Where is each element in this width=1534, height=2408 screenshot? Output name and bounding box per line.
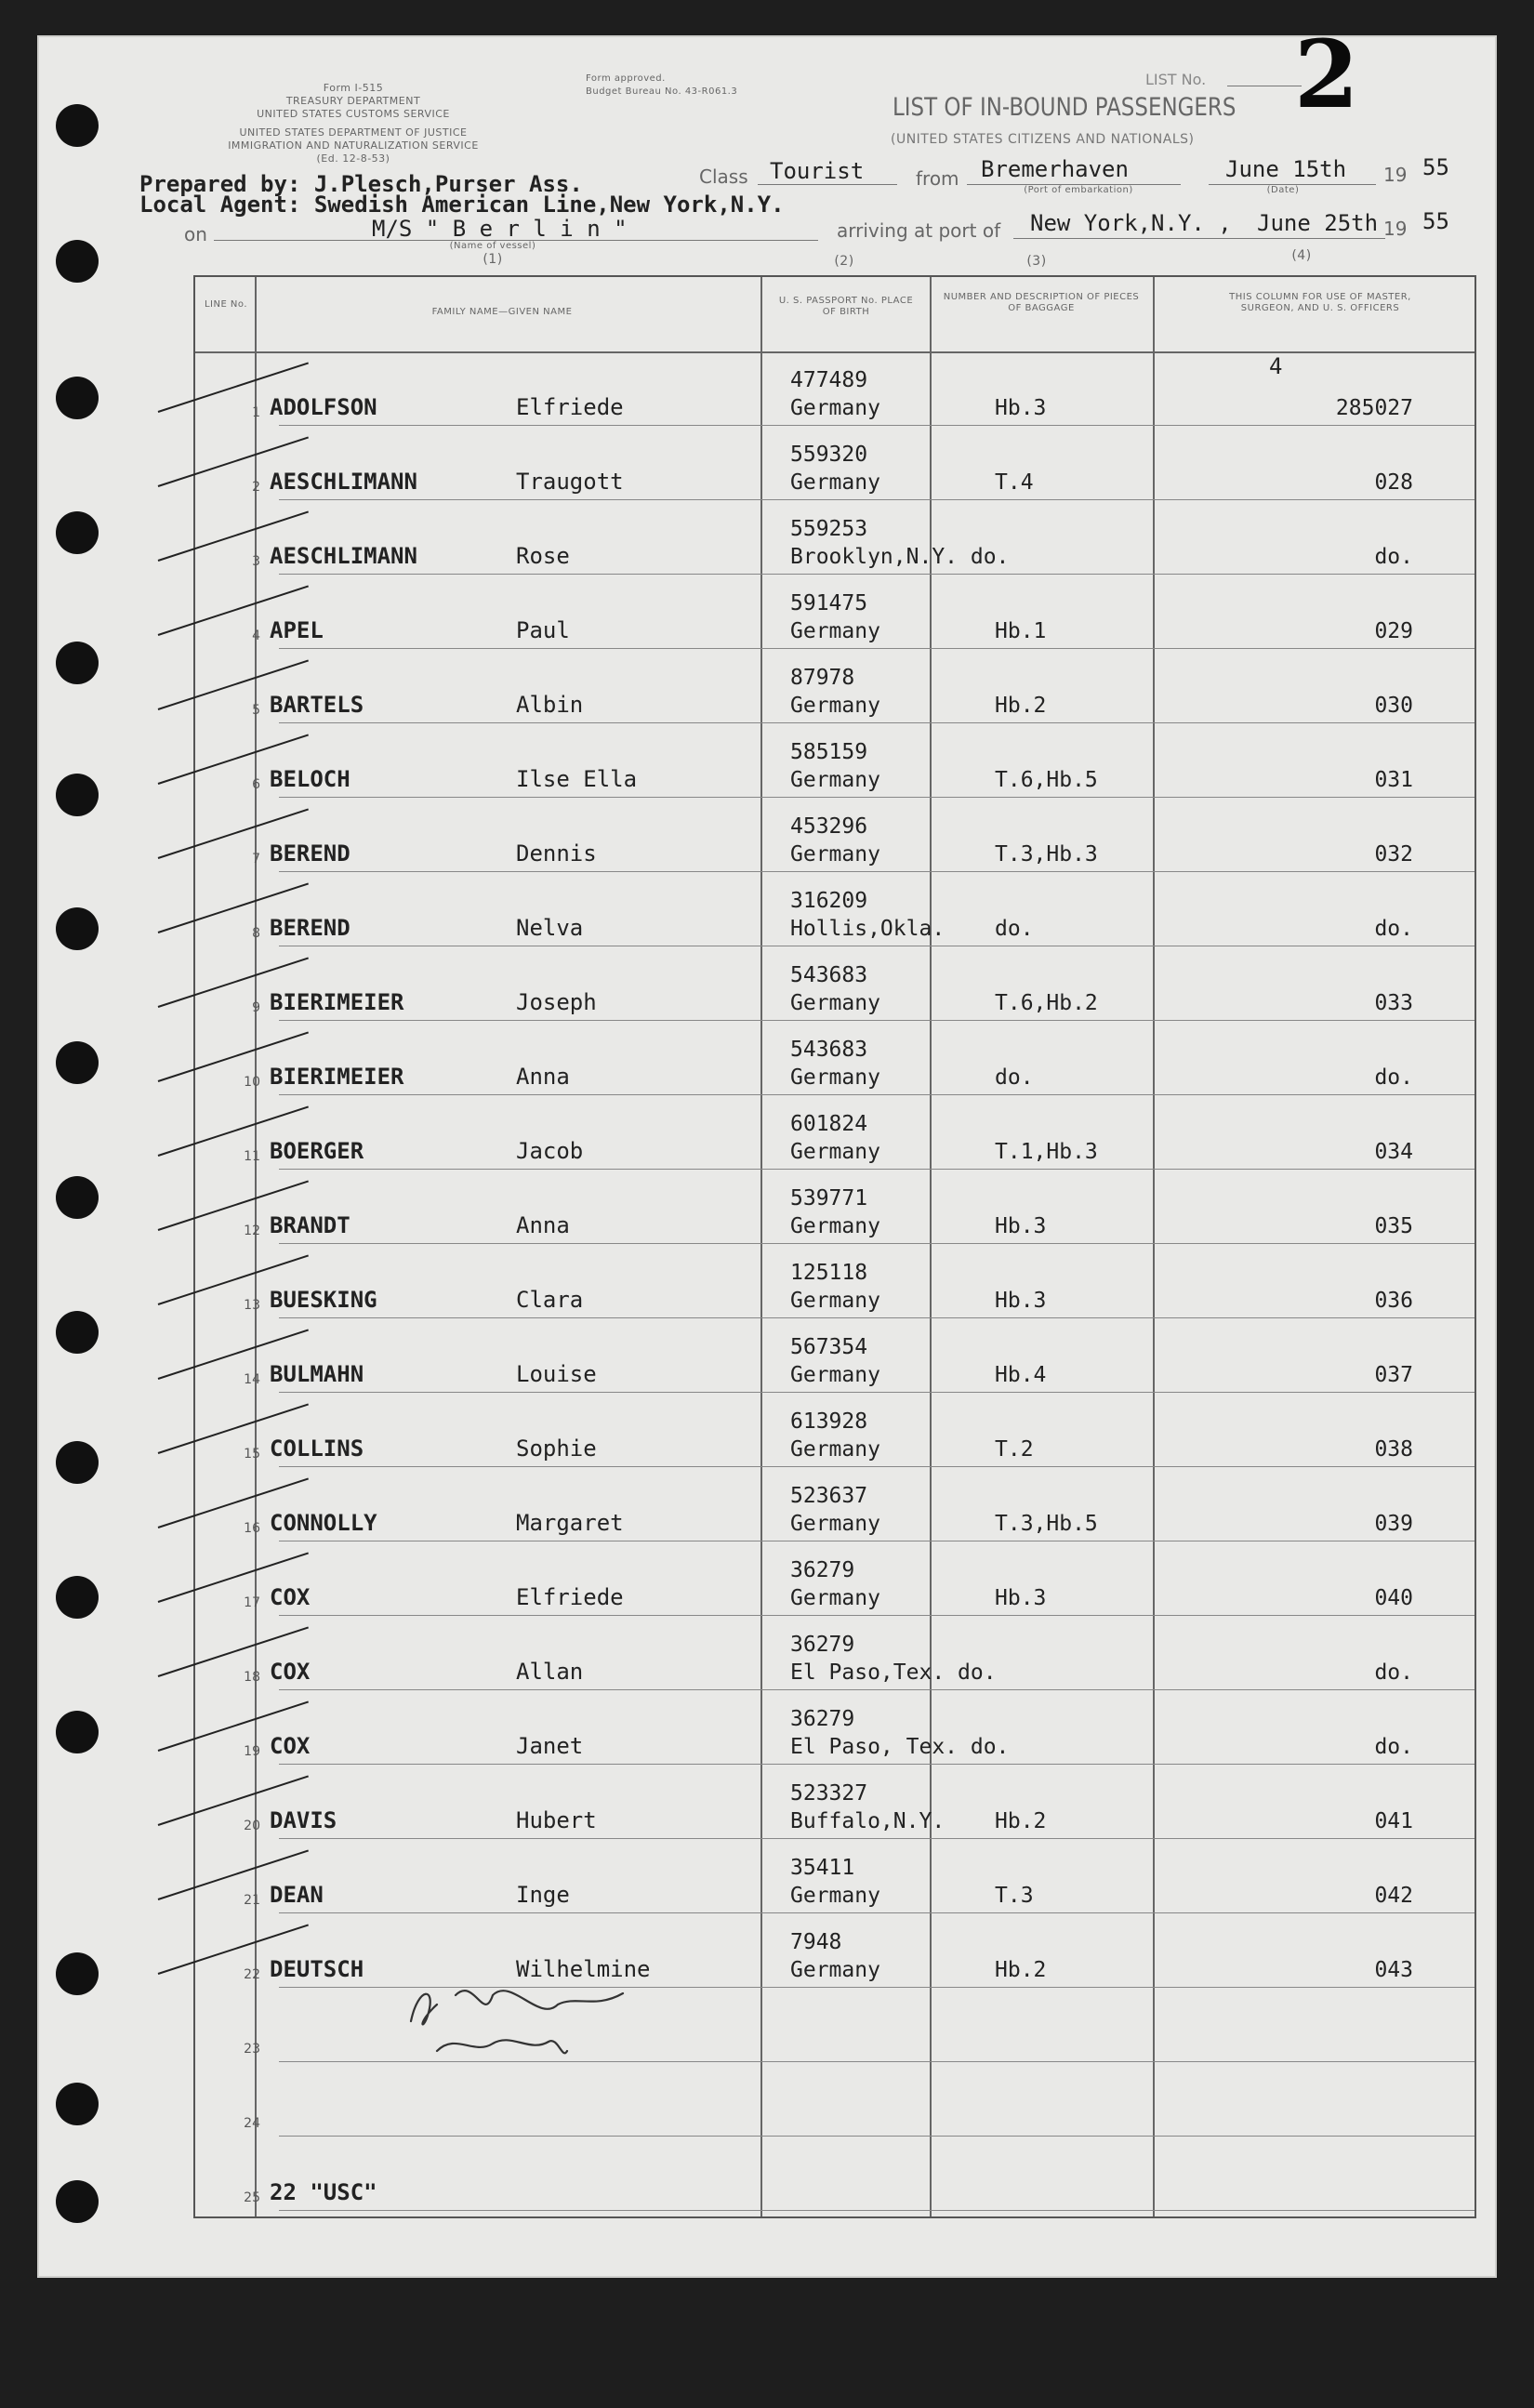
place-of-birth: Hollis,Okla. <box>790 917 946 941</box>
passport-number: 36279 <box>790 1558 855 1582</box>
officer-number: 028 <box>1374 470 1413 495</box>
punch-hole <box>56 907 99 950</box>
place-of-birth: El Paso, Tex. do. <box>790 1735 1010 1759</box>
given-name: Hubert <box>516 1807 597 1833</box>
treasury-dept: TREASURY DEPARTMENT <box>285 95 421 107</box>
given-name: Inge <box>516 1882 570 1908</box>
given-name: Wilhelmine <box>516 1956 651 1982</box>
given-name: Louise <box>516 1361 597 1387</box>
family-name: BIERIMEIER <box>270 1064 404 1090</box>
col1-caption: (1) <box>483 252 503 267</box>
officer-number: 031 <box>1374 768 1413 792</box>
family-name: AESCHLIMANN <box>270 469 417 495</box>
baggage: T.3 <box>995 1884 1034 1908</box>
family-name: BELOCH <box>270 766 350 792</box>
given-name: Anna <box>516 1064 570 1090</box>
line-number: 1 <box>252 405 260 420</box>
col-header-baggage: NUMBER AND DESCRIPTION OF PIECES OF BAGGAGE <box>943 292 1140 313</box>
given-name: Dennis <box>516 840 597 867</box>
family-name: DEAN <box>270 1882 324 1908</box>
table-row <box>195 1318 1474 1393</box>
family-name: BOERGER <box>270 1138 364 1164</box>
form-number: Form I-515 <box>323 82 384 94</box>
punch-hole <box>56 240 99 283</box>
passport-number: 36279 <box>790 1633 855 1657</box>
place-of-birth: Germany <box>790 470 880 495</box>
punch-hole <box>56 2180 99 2223</box>
family-name: BEREND <box>270 915 350 941</box>
baggage: Hb.3 <box>995 1214 1047 1238</box>
from-label: from <box>916 167 959 190</box>
arrival-port: New York,N.Y. , <box>1030 210 1232 236</box>
punch-hole <box>56 1441 99 1484</box>
table-row <box>195 351 1474 426</box>
table-row <box>195 1467 1474 1541</box>
line-number: 10 <box>244 1075 260 1090</box>
place-of-birth: Germany <box>790 1289 880 1313</box>
family-name: COX <box>270 1733 311 1759</box>
officer-number: do. <box>1374 1735 1413 1759</box>
officer-number: do. <box>1374 917 1413 941</box>
passport-number: 539771 <box>790 1186 868 1211</box>
baggage: T.1,Hb.3 <box>995 1140 1098 1164</box>
baggage: Hb.3 <box>995 1586 1047 1610</box>
given-name: Joseph <box>516 989 597 1015</box>
baggage: do. <box>995 1065 1034 1090</box>
place-of-birth: Germany <box>790 396 880 420</box>
baggage: do. <box>995 917 1034 941</box>
given-name: Ilse Ella <box>516 766 638 792</box>
place-of-birth: Germany <box>790 991 880 1015</box>
line-number: 16 <box>244 1521 260 1536</box>
table-row <box>195 2062 1474 2137</box>
line-number: 22 <box>244 1967 260 1982</box>
approval-block <box>586 73 827 99</box>
col-header-line: LINE No. <box>204 299 248 310</box>
passport-number: 87978 <box>790 666 855 690</box>
baggage: Hb.3 <box>995 396 1047 420</box>
officer-number: 043 <box>1374 1958 1413 1982</box>
passport-number: 36279 <box>790 1707 855 1731</box>
given-name: Elfriede <box>516 1584 624 1610</box>
officer-number: 038 <box>1374 1437 1413 1462</box>
table-row <box>195 1616 1474 1690</box>
prepared-by: Prepared by: J.Plesch,Purser Ass. <box>139 171 583 197</box>
given-name: Nelva <box>516 915 584 941</box>
officer-number: 039 <box>1374 1512 1413 1536</box>
line-number: 21 <box>244 1893 260 1908</box>
line-number: 8 <box>252 926 260 941</box>
punch-hole <box>56 774 99 816</box>
line-number: 9 <box>252 1000 260 1015</box>
arrival-year: 55 <box>1422 208 1449 234</box>
form-approved: Form approved. <box>586 73 666 84</box>
line-number: 6 <box>252 777 260 792</box>
line-number: 12 <box>244 1224 260 1238</box>
line-number: 13 <box>244 1298 260 1313</box>
table-row <box>195 575 1474 649</box>
place-of-birth: Germany <box>790 1958 880 1982</box>
line-number: 14 <box>244 1372 260 1387</box>
place-of-birth: Germany <box>790 694 880 718</box>
place-of-birth: Brooklyn,N.Y. do. <box>790 545 1010 569</box>
table-row <box>195 1393 1474 1467</box>
manifest-subtitle: (UNITED STATES CITIZENS AND NATIONALS) <box>891 132 1195 147</box>
port-embarkation: Bremerhaven <box>981 156 1129 182</box>
class-value: Tourist <box>770 158 865 184</box>
year-prefix-2: 19 <box>1383 218 1408 240</box>
table-row <box>195 1988 1474 2062</box>
officer-number: do. <box>1374 1065 1413 1090</box>
place-of-birth: Germany <box>790 1214 880 1238</box>
baggage: Hb.3 <box>995 1289 1047 1313</box>
baggage: T.6,Hb.2 <box>995 991 1098 1015</box>
manifest-title: LIST OF IN-BOUND PASSENGERS <box>893 93 1236 122</box>
budget-bureau: Budget Bureau No. 43-R061.3 <box>586 86 738 97</box>
officer-number: 030 <box>1374 694 1413 718</box>
line-number: 20 <box>244 1819 260 1833</box>
departure-date: June 15th <box>1225 156 1347 182</box>
passport-number: 567354 <box>790 1335 868 1359</box>
col-header-passport: U. S. PASSPORT No. PLACE OF BIRTH <box>778 296 914 317</box>
family-name: BUESKING <box>270 1287 377 1313</box>
table-row <box>195 1095 1474 1170</box>
baggage: Hb.2 <box>995 694 1047 718</box>
officer-number: 037 <box>1374 1363 1413 1387</box>
family-name: BEREND <box>270 840 350 867</box>
punch-hole <box>56 1041 99 1084</box>
baggage: Hb.2 <box>995 1958 1047 1982</box>
place-of-birth: Germany <box>790 1140 880 1164</box>
table-row <box>195 723 1474 798</box>
baggage: T.2 <box>995 1437 1034 1462</box>
family-name: 22 "USC" <box>270 2179 377 2205</box>
punch-hole <box>56 1711 99 1753</box>
baggage: T.3,Hb.5 <box>995 1512 1098 1536</box>
passport-number: 601824 <box>790 1112 868 1136</box>
col2-caption: (2) <box>834 254 854 269</box>
table-row <box>195 1541 1474 1616</box>
line-number: 19 <box>244 1744 260 1759</box>
officer-number: do. <box>1374 1660 1413 1685</box>
officer-number: 034 <box>1374 1140 1413 1164</box>
punch-hole <box>56 104 99 147</box>
passport-number: 613928 <box>790 1409 868 1434</box>
baggage: Hb.4 <box>995 1363 1047 1387</box>
passport-number: 453296 <box>790 814 868 839</box>
table-row <box>195 1170 1474 1244</box>
place-of-birth: Germany <box>790 1363 880 1387</box>
place-of-birth: Buffalo,N.Y. <box>790 1809 946 1833</box>
place-of-birth: Germany <box>790 768 880 792</box>
officer-number: 285027 <box>1335 396 1413 420</box>
table-row <box>195 500 1474 575</box>
family-name: COX <box>270 1659 311 1685</box>
table-row <box>195 1839 1474 1913</box>
line-number: 17 <box>244 1595 260 1610</box>
port-embarkation-caption: (Port of embarkation) <box>1024 185 1133 195</box>
place-of-birth: El Paso,Tex. do. <box>790 1660 997 1685</box>
family-name: COLLINS <box>270 1436 364 1462</box>
table-row <box>195 426 1474 500</box>
vessel-caption: (Name of vessel) <box>449 241 536 251</box>
list-number: 2 <box>1294 20 1359 129</box>
punch-hole <box>56 1952 99 1995</box>
place-of-birth: Germany <box>790 1586 880 1610</box>
officer-number: 033 <box>1374 991 1413 1015</box>
year-prefix: 19 <box>1383 164 1408 186</box>
given-name: Elfriede <box>516 394 624 420</box>
table-row <box>195 1690 1474 1765</box>
family-name: BARTELS <box>270 692 364 718</box>
baggage: T.6,Hb.5 <box>995 768 1098 792</box>
table-row <box>195 1765 1474 1839</box>
form-id-block <box>214 82 493 165</box>
family-name: DAVIS <box>270 1807 337 1833</box>
table-row <box>195 798 1474 872</box>
family-name: BULMAHN <box>270 1361 364 1387</box>
family-name: BRANDT <box>270 1212 350 1238</box>
col4-caption: (4) <box>1291 248 1312 263</box>
family-name: APEL <box>270 617 324 643</box>
officer-number: 032 <box>1374 842 1413 867</box>
line-number: 25 <box>244 2190 260 2205</box>
passport-number: 125118 <box>790 1261 868 1285</box>
col-header-officers: THIS COLUMN FOR USE OF MASTER, SURGEON, AND U. S. OFFICERS <box>1229 292 1411 313</box>
family-name: AESCHLIMANN <box>270 543 417 569</box>
officer-number: 035 <box>1374 1214 1413 1238</box>
place-of-birth: Germany <box>790 1065 880 1090</box>
date-caption: (Date) <box>1266 185 1300 195</box>
passport-number: 559253 <box>790 517 868 541</box>
place-of-birth: Germany <box>790 1512 880 1536</box>
doj-line: UNITED STATES DEPARTMENT OF JUSTICE <box>239 126 468 139</box>
given-name: Janet <box>516 1733 584 1759</box>
officer-mark: 4 <box>1269 353 1283 379</box>
officer-number: 029 <box>1374 619 1413 643</box>
family-name: DEUTSCH <box>270 1956 364 1982</box>
col-header-name: FAMILY NAME—GIVEN NAME <box>431 307 573 317</box>
officer-number: 042 <box>1374 1884 1413 1908</box>
table-row <box>195 1244 1474 1318</box>
place-of-birth: Germany <box>790 1437 880 1462</box>
punch-hole <box>56 2083 99 2125</box>
officer-number: 041 <box>1374 1809 1413 1833</box>
passport-number: 585159 <box>790 740 868 764</box>
table-row <box>195 649 1474 723</box>
passport-number: 591475 <box>790 591 868 615</box>
given-name: Jacob <box>516 1138 584 1164</box>
given-name: Paul <box>516 617 570 643</box>
passenger-table <box>193 275 1476 2218</box>
baggage: Hb.1 <box>995 619 1047 643</box>
given-name: Allan <box>516 1659 584 1685</box>
punch-hole <box>56 511 99 554</box>
line-number: 2 <box>252 480 260 495</box>
passport-number: 523327 <box>790 1781 868 1806</box>
officer-number: 036 <box>1374 1289 1413 1313</box>
place-of-birth: Germany <box>790 619 880 643</box>
given-name: Clara <box>516 1287 584 1313</box>
given-name: Anna <box>516 1212 570 1238</box>
punch-hole <box>56 1311 99 1354</box>
local-agent: Local Agent: Swedish American Line,New York,N.Y. <box>139 192 785 218</box>
baggage: T.4 <box>995 470 1034 495</box>
line-number: 15 <box>244 1447 260 1462</box>
punch-hole <box>56 1176 99 1219</box>
line-number: 3 <box>252 554 260 569</box>
passport-number: 523637 <box>790 1484 868 1508</box>
edition: (Ed. 12-8-53) <box>316 152 390 165</box>
given-name: Margaret <box>516 1510 624 1536</box>
customs-service: UNITED STATES CUSTOMS SERVICE <box>257 108 450 120</box>
inspector-signature <box>400 1967 697 2070</box>
line-number: 11 <box>244 1149 260 1164</box>
officer-number: do. <box>1374 545 1413 569</box>
table-row <box>195 1021 1474 1095</box>
line-number: 4 <box>252 628 260 643</box>
departure-year: 55 <box>1422 154 1449 180</box>
arriving-label: arriving at port of <box>837 219 1001 242</box>
passport-number: 316209 <box>790 889 868 913</box>
punch-hole <box>56 377 99 419</box>
given-name: Albin <box>516 692 584 718</box>
baggage: Hb.2 <box>995 1809 1047 1833</box>
punch-hole <box>56 642 99 684</box>
list-no-label: LIST No. <box>1145 71 1207 88</box>
given-name: Traugott <box>516 469 624 495</box>
class-label: Class <box>699 165 748 188</box>
family-name: ADOLFSON <box>270 394 377 420</box>
table-row <box>195 872 1474 946</box>
passport-number: 543683 <box>790 963 868 987</box>
given-name: Rose <box>516 543 570 569</box>
family-name: BIERIMEIER <box>270 989 404 1015</box>
line-number: 18 <box>244 1670 260 1685</box>
passport-number: 7948 <box>790 1930 842 1954</box>
arrival-date: June 25th <box>1257 210 1379 236</box>
place-of-birth: Germany <box>790 1884 880 1908</box>
punch-hole <box>56 1576 99 1619</box>
officer-number: 040 <box>1374 1586 1413 1610</box>
on-label: on <box>184 223 207 245</box>
passport-number: 35411 <box>790 1856 855 1880</box>
vessel-name: M/S " B e r l i n " <box>372 216 628 242</box>
given-name: Sophie <box>516 1436 597 1462</box>
line-number: 5 <box>252 703 260 718</box>
table-row <box>195 2137 1474 2211</box>
passport-number: 559320 <box>790 443 868 467</box>
ins-line: IMMIGRATION AND NATURALIZATION SERVICE <box>228 139 479 152</box>
family-name: CONNOLLY <box>270 1510 377 1536</box>
place-of-birth: Germany <box>790 842 880 867</box>
family-name: COX <box>270 1584 311 1610</box>
baggage: T.3,Hb.3 <box>995 842 1098 867</box>
table-row <box>195 1913 1474 1988</box>
line-number: 7 <box>252 852 260 867</box>
passport-number: 543683 <box>790 1038 868 1062</box>
col3-caption: (3) <box>1026 254 1047 269</box>
line-number: 23 <box>244 2042 260 2057</box>
table-row <box>195 946 1474 1021</box>
passport-number: 477489 <box>790 368 868 392</box>
line-number: 24 <box>244 2116 260 2131</box>
